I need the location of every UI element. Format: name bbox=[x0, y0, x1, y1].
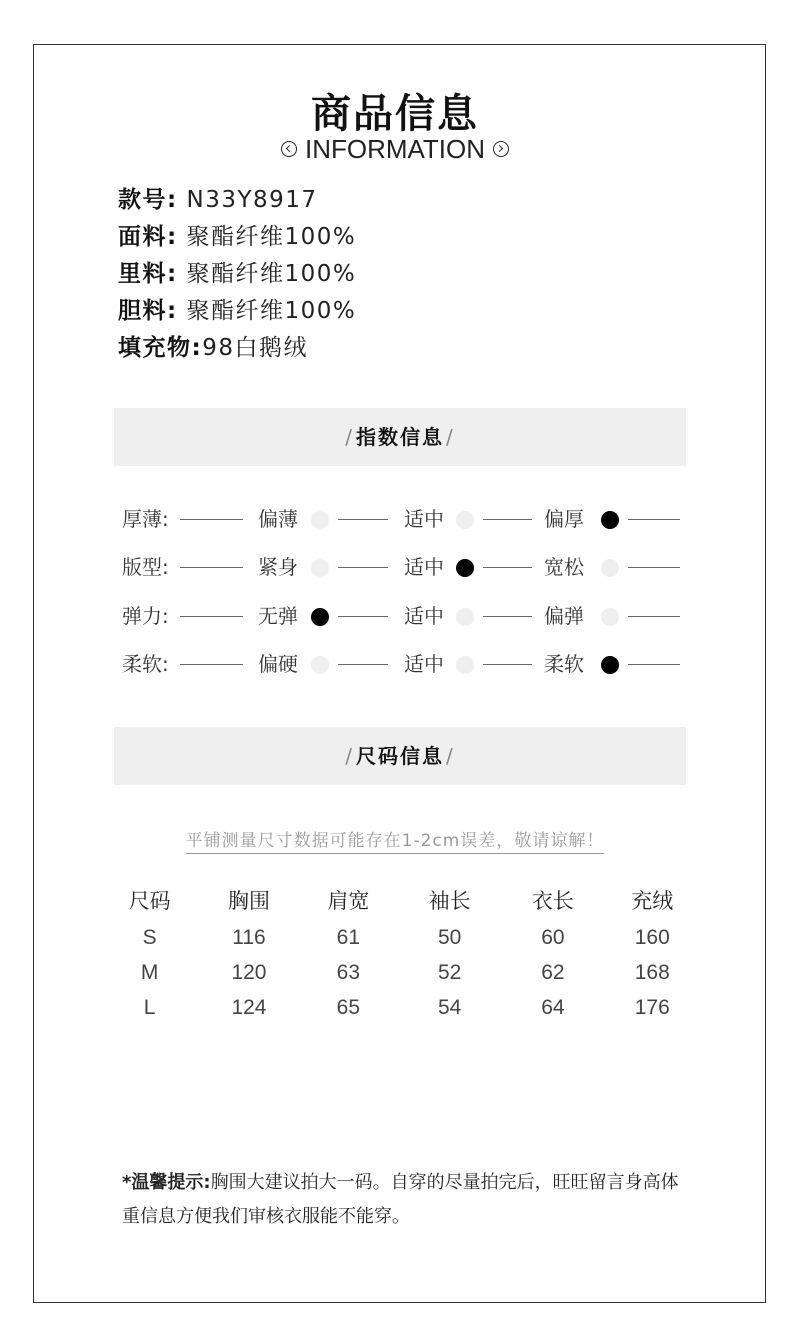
table-row bbox=[100, 990, 700, 1025]
connector-line bbox=[628, 567, 680, 568]
table-cell: 168 bbox=[634, 960, 670, 984]
connector-line bbox=[483, 519, 532, 520]
subtitle-text: INFORMATION bbox=[304, 134, 486, 164]
spec-key: 胆料: bbox=[118, 298, 178, 324]
unselected-dot-icon bbox=[601, 559, 619, 577]
table-cell: 124 bbox=[231, 995, 267, 1019]
table-cell: L bbox=[143, 995, 156, 1019]
connector-line bbox=[628, 519, 680, 520]
size-section-header bbox=[114, 727, 686, 785]
table-cell: 61 bbox=[336, 925, 361, 949]
index-option-label: 偏薄 bbox=[258, 507, 298, 531]
table-row bbox=[100, 920, 700, 955]
table-cell: 60 bbox=[541, 925, 565, 949]
column-header: 尺码 bbox=[128, 889, 171, 913]
column-header: 衣长 bbox=[531, 889, 574, 913]
index-section-title: 指数信息 bbox=[356, 425, 444, 449]
index-option-label: 适中 bbox=[404, 507, 444, 531]
connector-line bbox=[180, 519, 243, 520]
spec-value: 聚酯纤维100% bbox=[186, 298, 357, 324]
slash-right: / bbox=[446, 744, 455, 768]
size-table bbox=[100, 880, 700, 1025]
connector-line bbox=[483, 664, 532, 665]
index-option-label: 柔软 bbox=[544, 652, 584, 676]
unselected-dot-icon bbox=[311, 656, 329, 674]
index-row-label: 柔软: bbox=[122, 652, 169, 676]
table-cell: 50 bbox=[437, 925, 462, 949]
index-option-label: 适中 bbox=[404, 604, 444, 628]
table-row bbox=[100, 955, 700, 990]
connector-line bbox=[338, 519, 388, 520]
slash-left: / bbox=[345, 744, 354, 768]
slash-left: / bbox=[345, 425, 354, 449]
page-subtitle bbox=[0, 134, 790, 165]
table-cell: S bbox=[142, 925, 157, 949]
index-row bbox=[0, 601, 790, 631]
column-header: 肩宽 bbox=[327, 889, 370, 913]
index-option-label: 偏硬 bbox=[258, 652, 298, 676]
unselected-dot-icon bbox=[311, 559, 329, 577]
table-cell: 62 bbox=[541, 960, 565, 984]
table-cell: 52 bbox=[437, 960, 462, 984]
spec-value: 98白鹅绒 bbox=[202, 335, 308, 361]
spec-key: 面料: bbox=[118, 224, 178, 250]
connector-line bbox=[338, 567, 388, 568]
spec-row bbox=[118, 182, 356, 219]
unselected-dot-icon bbox=[456, 608, 474, 626]
chevron-left-circle-icon bbox=[281, 141, 297, 157]
measurement-note bbox=[0, 826, 790, 851]
index-option-label: 偏厚 bbox=[544, 507, 584, 531]
spec-value: 聚酯纤维100% bbox=[186, 224, 357, 250]
column-header: 胸围 bbox=[227, 889, 270, 913]
column-header: 袖长 bbox=[428, 889, 471, 913]
warm-tip bbox=[122, 1166, 682, 1234]
table-cell: 176 bbox=[634, 995, 670, 1019]
spec-list bbox=[118, 182, 356, 367]
table-cell: 120 bbox=[231, 960, 267, 984]
column-header: 充绒 bbox=[631, 889, 674, 913]
spec-value: 聚酯纤维100% bbox=[186, 261, 357, 287]
spec-row bbox=[118, 256, 356, 293]
connector-line bbox=[338, 616, 388, 617]
chevron-right-circle-icon bbox=[493, 141, 509, 157]
selected-dot-icon bbox=[456, 559, 474, 577]
connector-line bbox=[338, 664, 388, 665]
index-row bbox=[0, 649, 790, 679]
connector-line bbox=[180, 664, 243, 665]
connector-line bbox=[628, 616, 680, 617]
table-cell: 65 bbox=[336, 995, 361, 1019]
spec-row bbox=[118, 330, 356, 367]
connector-line bbox=[180, 567, 243, 568]
table-cell: 160 bbox=[634, 925, 670, 949]
slash-right: / bbox=[446, 425, 455, 449]
unselected-dot-icon bbox=[601, 608, 619, 626]
table-cell: M bbox=[140, 960, 159, 984]
index-section-header bbox=[114, 408, 686, 466]
index-row bbox=[0, 504, 790, 534]
spec-row bbox=[118, 219, 356, 256]
table-cell: 116 bbox=[232, 925, 266, 949]
connector-line bbox=[628, 664, 680, 665]
index-option-label: 偏弹 bbox=[544, 604, 584, 628]
measurement-note-text: 平铺测量尺寸数据可能存在1-2cm误差，敬请谅解！ bbox=[186, 831, 605, 854]
selected-dot-icon bbox=[601, 656, 619, 674]
unselected-dot-icon bbox=[456, 656, 474, 674]
selected-dot-icon bbox=[601, 511, 619, 529]
index-row bbox=[0, 552, 790, 582]
table-cell: 54 bbox=[437, 995, 462, 1019]
unselected-dot-icon bbox=[311, 511, 329, 529]
index-row-label: 弹力: bbox=[122, 604, 169, 628]
spec-row bbox=[118, 293, 356, 330]
spec-key: 里料: bbox=[118, 261, 178, 287]
connector-line bbox=[483, 567, 532, 568]
unselected-dot-icon bbox=[456, 511, 474, 529]
warm-tip-text: 胸围大建议拍大一码。自穿的尽量拍完后，旺旺留言身高体重信息方便我们审核衣服能不能穿。 bbox=[122, 1172, 679, 1227]
warm-tip-label: *温馨提示: bbox=[122, 1172, 211, 1193]
spec-key: 填充物: bbox=[118, 335, 203, 361]
spec-key: 款号: bbox=[118, 187, 178, 213]
index-row-label: 版型: bbox=[122, 555, 169, 579]
index-option-label: 适中 bbox=[404, 555, 444, 579]
index-option-label: 宽松 bbox=[544, 555, 584, 579]
spec-value: N33Y8917 bbox=[186, 187, 318, 213]
connector-line bbox=[483, 616, 532, 617]
selected-dot-icon bbox=[311, 608, 329, 626]
index-option-label: 紧身 bbox=[258, 555, 298, 579]
table-cell: 64 bbox=[541, 995, 565, 1019]
connector-line bbox=[180, 616, 243, 617]
size-table-header-row bbox=[100, 880, 700, 920]
size-section-title: 尺码信息 bbox=[356, 744, 444, 768]
index-option-label: 无弹 bbox=[258, 604, 298, 628]
table-cell: 63 bbox=[336, 960, 361, 984]
index-option-label: 适中 bbox=[404, 652, 444, 676]
page-title: 商品信息 bbox=[311, 91, 479, 137]
index-row-label: 厚薄: bbox=[122, 507, 169, 531]
